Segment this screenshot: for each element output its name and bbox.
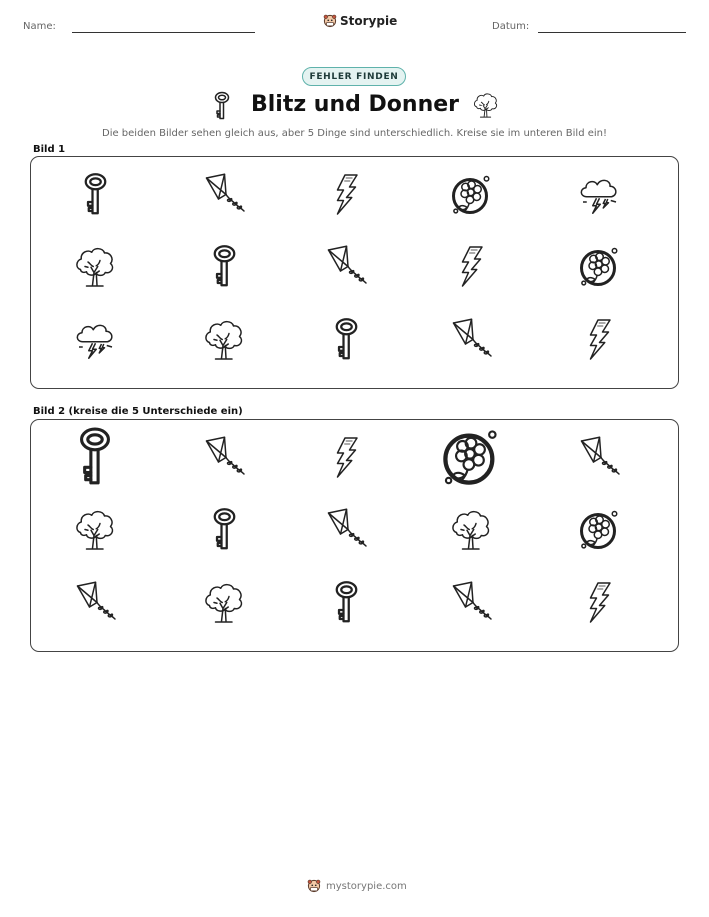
lightning-icon [449,244,494,289]
tree-icon [73,507,118,552]
kite-icon [577,435,622,480]
tree-icon [472,91,500,119]
storm-cloud-icon [73,317,118,362]
lightning-icon [577,317,622,362]
key-icon [73,172,118,217]
picture1-cell [324,317,369,362]
date-field-line[interactable] [538,32,686,33]
footer-url[interactable]: mystorypie.com [326,880,407,892]
picture1-cell [449,172,494,217]
picture2-cell[interactable] [73,507,118,552]
storypie-mascot-icon [307,879,321,893]
picture2-cell[interactable] [202,580,247,625]
key-icon [324,317,369,362]
key-icon [212,91,232,121]
key-icon [64,426,126,488]
flower-badge-icon [439,425,503,489]
picture2-label: Bild 2 (kreise die 5 Unterschiede ein) [33,406,243,417]
picture1-cell [577,172,622,217]
kite-icon [202,435,247,480]
picture2-cell[interactable] [64,426,126,488]
key-icon [202,507,247,552]
picture1-cell [324,244,369,289]
storypie-mascot-icon [323,14,337,28]
flower-badge-icon [577,244,622,289]
picture2-cell[interactable] [577,507,622,552]
picture1-cell [202,317,247,362]
picture2-cell[interactable] [202,435,247,480]
date-label: Datum: [492,21,530,32]
footer [307,879,407,893]
picture2-cell[interactable] [73,580,118,625]
kite-icon [324,244,369,289]
brand-name: Storypie [340,14,398,28]
lightning-icon [577,580,622,625]
name-field-line[interactable] [72,32,255,33]
key-icon [202,244,247,289]
picture1-cell [202,172,247,217]
worksheet-type-badge: FEHLER FINDEN [302,67,406,86]
picture1-label: Bild 1 [33,144,66,155]
lightning-icon [324,172,369,217]
name-label: Name: [23,21,56,32]
lightning-icon [324,435,369,480]
picture2-cell[interactable] [577,435,622,480]
picture2-panel[interactable] [30,419,679,652]
picture2-cell[interactable] [324,507,369,552]
picture2-cell[interactable] [439,425,503,489]
picture1-cell [449,317,494,362]
picture1-cell [73,317,118,362]
picture1-cell [577,317,622,362]
flower-badge-icon [577,507,622,552]
picture1-cell [577,244,622,289]
instructions: Die beiden Bilder sehen gleich aus, aber 5 Dinge sind unterschiedlich. Kreise sie im unteren Bild ein! [102,128,607,139]
picture1-cell [449,244,494,289]
picture2-cell[interactable] [449,580,494,625]
picture1-cell [324,172,369,217]
kite-icon [324,507,369,552]
picture2-cell[interactable] [449,507,494,552]
picture2-cell[interactable] [324,435,369,480]
key-icon [324,580,369,625]
flower-badge-icon [449,172,494,217]
kite-icon [202,172,247,217]
kite-icon [449,317,494,362]
picture2-cell[interactable] [577,580,622,625]
kite-icon [73,580,118,625]
brand-logo [323,14,397,28]
tree-icon [202,317,247,362]
tree-icon [449,507,494,552]
picture1-cell [73,172,118,217]
page-title: Blitz und Donner [250,92,460,117]
picture2-cell[interactable] [324,580,369,625]
kite-icon [449,580,494,625]
picture1-panel [30,156,679,389]
picture1-cell [73,244,118,289]
tree-icon [73,244,118,289]
picture1-cell [202,244,247,289]
picture2-cell[interactable] [202,507,247,552]
storm-cloud-icon [577,172,622,217]
tree-icon [202,580,247,625]
